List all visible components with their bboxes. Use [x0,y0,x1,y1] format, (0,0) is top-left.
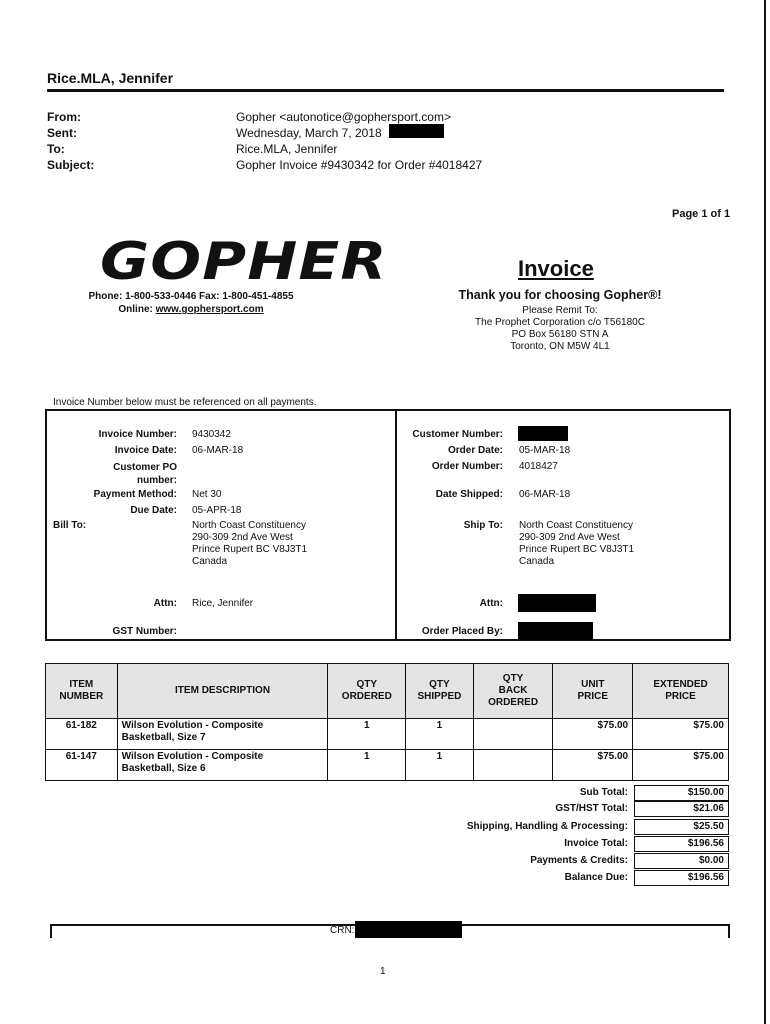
qty-back-ordered [473,750,553,781]
ship-to-label: Ship To: [463,520,503,531]
date-shipped-label: Date Shipped: [435,489,503,500]
header-line: EXTENDED [653,679,708,690]
invoice-total-label: Invoice Total: [564,838,628,849]
qty-shipped: 1 [406,719,474,750]
header-line: QTY [502,673,524,684]
qty-shipped: 1 [406,750,474,781]
order-number-label: Order Number: [431,461,503,472]
bill-to-label: Bill To: [53,520,87,531]
invoice-date: 06-MAR-18 [192,445,244,456]
table-row [46,719,729,750]
sent-value: Wednesday, March 7, 2018 [236,126,382,140]
online-label: Online: [118,304,153,315]
subject-value: Gopher Invoice #9430342 for Order #4018427 [236,158,483,172]
col-qty-back-ordered [473,664,553,719]
shipping-label: Shipping, Handling & Processing: [466,821,628,832]
item-description [117,750,328,781]
bill-attn-label: Attn: [153,598,177,609]
payments-credits-value: $0.00 [634,853,729,869]
bill-to-line: 290-309 2nd Ave West [192,532,293,543]
customer-po-label-line: Customer PO [113,462,177,473]
item-description [117,719,328,750]
col-item-description [117,664,328,719]
shipping-value: $25.50 [634,819,729,835]
header-line: SHIPPED [417,691,462,702]
order-date: 05-MAR-18 [519,445,571,456]
ship-to-line: Prince Rupert BC V8J3T1 [519,544,635,555]
table-header-row [46,664,729,719]
bill-to-line: Prince Rupert BC V8J3T1 [192,544,308,555]
qty-back-ordered [473,719,553,750]
redaction-order-placed-by [518,622,593,640]
ship-to-line: North Coast Constituency [519,520,633,531]
header-line: BACK [498,685,528,696]
extended-price: $75.00 [633,719,729,750]
payment-method: Net 30 [192,489,222,500]
subject-label: Subject: [47,158,95,172]
qty-ordered: 1 [328,750,406,781]
header-line: ITEM [69,679,94,690]
col-unit-price [553,664,633,719]
payment-method-label: Payment Method: [93,489,177,500]
balance-due-label: Balance Due: [564,872,628,883]
invoice-total-value: $196.56 [634,836,729,852]
header-line: ORDERED [488,697,539,708]
remit-line: PO Box 56180 STN A [511,329,609,340]
header-line: PRICE [577,691,609,702]
subtotal-value: $150.00 [634,785,729,801]
invoice-number: 9430342 [192,429,231,440]
bill-attn: Rice, Jennifer [192,598,254,609]
page-count: Page 1 of 1 [672,208,731,220]
unit-price: $75.00 [553,719,633,750]
header-line: NUMBER [59,691,104,702]
gopher-logo: GOPHER [100,232,388,292]
due-date: 05-APR-18 [192,505,242,516]
thank-you-note: Thank you for choosing Gopher®! [458,288,662,302]
col-item-number [46,664,118,719]
sender-name: Rice.MLA, Jennifer [47,70,174,86]
date-shipped: 06-MAR-18 [519,489,571,500]
order-date-label: Order Date: [447,445,503,456]
bill-to-address [192,520,307,568]
invoice-date-label: Invoice Date: [114,445,177,456]
invoice-number-label: Invoice Number: [98,429,177,440]
item-number: 61-182 [46,719,118,750]
customer-po-label [47,461,177,487]
desc-line: Wilson Evolution - Composite [121,751,264,762]
col-extended-price [633,664,729,719]
unit-price: $75.00 [553,750,633,781]
phone-fax: Phone: 1-800-533-0446 Fax: 1-800-451-4855 [88,291,294,302]
customer-number-label: Customer Number: [412,429,503,440]
header-line: ORDERED [341,691,392,702]
header-line: ITEM DESCRIPTION [175,685,271,696]
col-qty-ordered [328,664,406,719]
header-line: PRICE [665,691,696,702]
col-qty-shipped [406,664,474,719]
sent-label: Sent: [47,126,77,140]
remit-line: The Prophet Corporation c/o T56180C [475,317,645,328]
from-value: Gopher <autonotice@gophersport.com> [236,110,451,124]
line-items-table [45,663,729,781]
page-number: 1 [380,966,386,977]
redaction-ship-attn [518,594,596,612]
redaction-customer-number [518,426,568,441]
table-row [46,750,729,781]
header-divider [47,89,724,92]
to-label: To: [47,142,65,156]
ship-attn-label: Attn: [479,598,503,609]
order-number: 4018427 [519,461,558,472]
crn-label: CRN: [330,925,355,936]
payments-credits-label: Payments & Credits: [530,855,628,866]
online-line [74,303,308,316]
redaction-crn [355,921,462,938]
website-link[interactable]: www.gophersport.com [155,304,264,315]
from-label: From: [47,110,81,124]
order-placed-by-label: Order Placed By: [421,626,503,637]
reference-note: Invoice Number below must be referenced on all payments. [53,397,317,408]
header-line: QTY [429,679,450,690]
extended-price: $75.00 [633,750,729,781]
bill-to-line: Canada [192,556,228,567]
desc-line: Basketball, Size 6 [121,763,206,774]
desc-line: Basketball, Size 7 [121,732,206,743]
gst-hst-label: GST/HST Total: [555,803,628,814]
due-date-label: Due Date: [130,505,177,516]
item-number: 61-147 [46,750,118,781]
ship-to-line: 290-309 2nd Ave West [519,532,620,543]
gst-hst-value: $21.06 [634,801,729,817]
gst-number-label: GST Number: [112,626,177,637]
ship-to-line: Canada [519,556,555,567]
header-line: UNIT [581,679,605,690]
invoice-title: Invoice [518,256,594,281]
scan-edge-line [764,0,766,1024]
remit-line: Toronto, ON M5W 4L1 [510,341,610,352]
ship-to-address [519,520,634,568]
to-value: Rice.MLA, Jennifer [236,142,338,156]
header-line: QTY [356,679,378,690]
company-contact [74,290,308,316]
subtotal-label: Sub Total: [579,787,628,798]
qty-ordered: 1 [328,719,406,750]
remit-line: Please Remit To: [522,305,598,316]
bill-to-line: North Coast Constituency [192,520,306,531]
remit-address [440,305,680,353]
redaction-sent-time [389,124,444,138]
desc-line: Wilson Evolution - Composite [121,720,264,731]
customer-po-label-line: number: [137,475,177,486]
balance-due-value: $196.56 [634,870,729,886]
